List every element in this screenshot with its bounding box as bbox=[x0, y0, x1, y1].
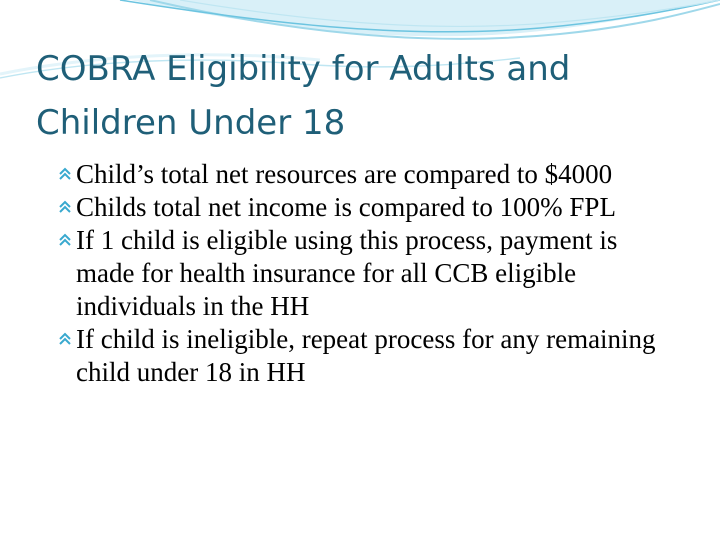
slide-title-line-2: Children Under 18 bbox=[36, 103, 346, 143]
slide-title bbox=[36, 42, 696, 150]
stacked-chevron-icon bbox=[58, 167, 72, 181]
bullet-text: If child is ineligible, repeat process for any remaining child under 18 in HH bbox=[76, 324, 656, 387]
bullet-item bbox=[76, 323, 676, 389]
bullet-item bbox=[76, 224, 676, 323]
bullet-text: If 1 child is eligible using this process, payment is made for health insurance for all CCB eligible individuals in the HH bbox=[76, 225, 618, 321]
bullet-list bbox=[76, 158, 676, 389]
slide-title-line-1: COBRA Eligibility for Adults and bbox=[36, 49, 571, 89]
bullet-text: Child’s total net resources are compared to $4000 bbox=[76, 159, 613, 189]
stacked-chevron-icon bbox=[58, 200, 72, 214]
bullet-text: Childs total net income is compared to 100% FPL bbox=[76, 192, 616, 222]
stacked-chevron-icon bbox=[58, 332, 72, 346]
bullet-item bbox=[76, 158, 676, 191]
bullet-item bbox=[76, 191, 676, 224]
stacked-chevron-icon bbox=[58, 233, 72, 247]
